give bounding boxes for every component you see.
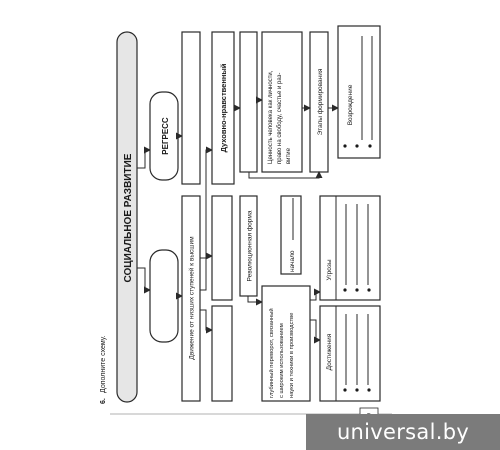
threat-dot-2 [355, 288, 358, 291]
spiritual-moral-label: Духовно-нравственный [219, 63, 228, 153]
connector-title-regress [137, 150, 150, 168]
progress-criteria-blank-1 [212, 196, 232, 300]
stage-dot-1 [343, 144, 346, 147]
achievement-dot-3 [367, 388, 370, 391]
upheaval-line-3: науки и техники в производстве [289, 312, 295, 398]
connector-upheaval-achievements [310, 320, 320, 340]
regress-blank-box [182, 32, 200, 184]
start-label: начало [289, 250, 296, 272]
progress-criteria-blank-2 [212, 306, 232, 401]
task-number: 6. [100, 398, 107, 404]
revival-label: Возрождение [347, 84, 354, 126]
task-text: Дополните схему. [100, 335, 107, 393]
upheaval-line-1: глубинный переворот, связанный [269, 308, 275, 398]
spiritual-blank-box [240, 32, 257, 172]
achievements-label: Достижения [326, 333, 333, 371]
connector-movement-blank [200, 256, 212, 290]
value-line-2: право на свободу, счастье и раз- [277, 72, 283, 164]
progress-oval-blank [150, 250, 178, 342]
watermark: universal.by [306, 414, 500, 450]
stage-dot-2 [355, 144, 358, 147]
revolutionary-form-label: Революционная форма [246, 210, 254, 282]
threat-dot-1 [343, 288, 346, 291]
connector-movement-spiritual [200, 150, 212, 258]
stages-list-box [338, 26, 380, 158]
connector-movement-blank2 [200, 310, 212, 330]
achievement-dot-1 [343, 388, 346, 391]
movement-label: Движение от низших ступеней к высшим [188, 236, 196, 360]
threats-label: Угрозы [326, 259, 333, 281]
threat-dot-3 [367, 288, 370, 291]
connector-title-progress [137, 268, 150, 290]
connector-spiritual-stages [249, 172, 319, 178]
threats-box [320, 196, 380, 300]
value-line-3: витие [286, 148, 292, 164]
achievement-dot-2 [355, 388, 358, 391]
connector-upheaval-threats [310, 292, 320, 300]
stages-label: Этапы формирования [317, 68, 324, 136]
upheaval-line-2: с широким использованием [279, 323, 285, 398]
stage-dot-3 [368, 144, 371, 147]
diagram-title: СОЦИАЛЬНОЕ РАЗВИТИЕ [123, 153, 134, 283]
regress-label: РЕГРЕСС [161, 117, 170, 155]
value-line-1: Ценность человека как личности, [268, 70, 274, 164]
connector-revform-upheaval [248, 296, 262, 302]
